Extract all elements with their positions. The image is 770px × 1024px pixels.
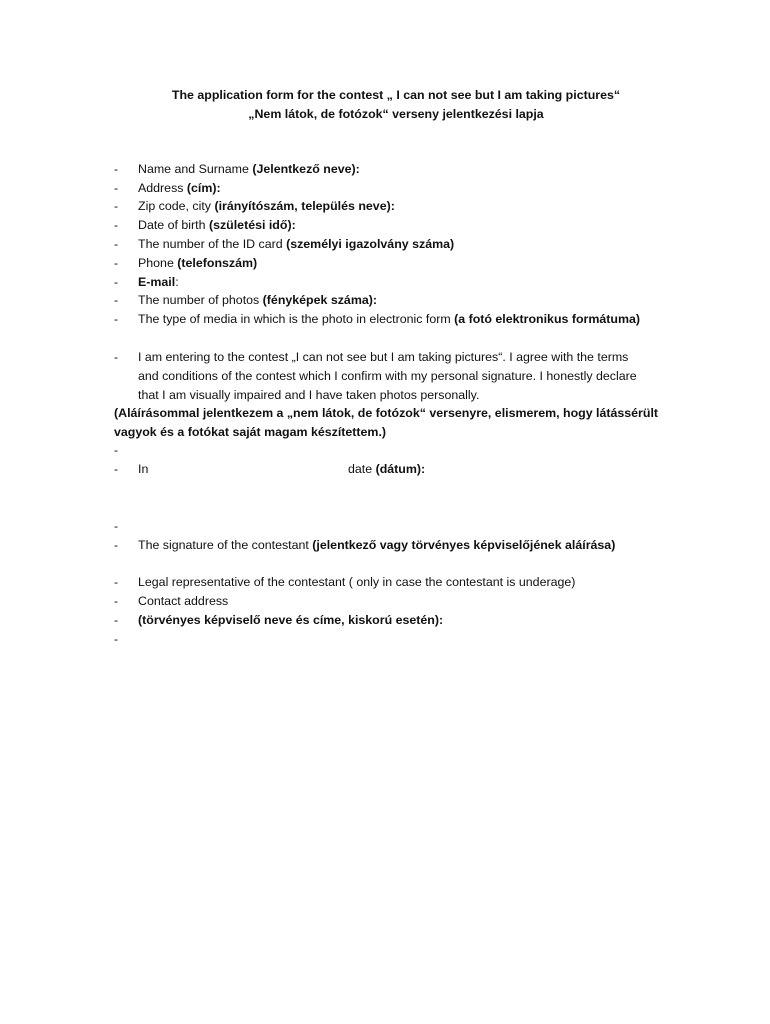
field-label-colon: :	[175, 275, 179, 289]
bullet-dash: -	[114, 256, 119, 270]
date-label-hu: (dátum):	[375, 462, 426, 476]
place-label: In	[138, 462, 149, 476]
contact-address-label: Contact address	[138, 594, 229, 608]
declaration-text: I am entering to the contest „I can not see but I am taking pictures“. I agree with the terms	[138, 350, 629, 364]
field-label-hu: (telefonszám)	[177, 256, 258, 270]
bullet-dash: -	[114, 613, 119, 627]
declaration-hu-line-2: vagyok és a fotókat saját magam készítettem.)	[114, 425, 387, 439]
bullet-dash: -	[114, 575, 119, 589]
bullet-dash: -	[114, 293, 119, 307]
bullet-dash: -	[114, 237, 119, 251]
bullet-dash: -	[114, 350, 119, 364]
bullet-dash: -	[114, 594, 119, 608]
signature-label: The signature of the contestant	[138, 538, 313, 552]
bullet-dash: -	[114, 199, 119, 213]
bullet-dash: -	[114, 181, 119, 195]
declaration-line-2: and conditions of the contest which I confirm with my personal signature. I honestly declare	[138, 369, 637, 383]
field-label-hu: (születési idő):	[208, 218, 296, 232]
date-field	[348, 460, 425, 479]
representative-label-hu: (törvényes képviselő neve és címe, kiskorú esetén):	[138, 613, 444, 627]
title-hungarian: „Nem látok, de fotózok“ verseny jelentkezési lapja	[248, 107, 544, 121]
title-english: The application form for the contest „ I can not see but I am taking pictures“	[171, 88, 621, 102]
bullet-dash: -	[114, 462, 119, 476]
date-label: date	[348, 462, 376, 476]
field-label: Date of birth	[138, 218, 209, 232]
field-label: Address	[138, 181, 187, 195]
field-label-hu: (Jelentkező neve):	[252, 162, 360, 176]
bullet-dash: -	[114, 443, 119, 457]
field-label-hu: (személyi igazolvány száma)	[286, 237, 455, 251]
bullet-dash: -	[114, 218, 119, 232]
representative-label: Legal representative of the contestant ( only in case the contestant is underage)	[138, 575, 576, 589]
bullet-dash: -	[114, 275, 119, 289]
field-label: The number of photos	[138, 293, 263, 307]
field-label-hu: (irányítószám, település neve):	[214, 199, 395, 213]
signature-label-hu: (jelentkező vagy törvényes képviselőjének aláírása)	[312, 538, 616, 552]
declaration-line-3: that I am visually impaired and I have taken photos personally.	[138, 388, 480, 402]
bullet-dash: -	[114, 519, 119, 533]
bullet-dash: -	[114, 632, 119, 646]
bullet-dash: -	[114, 538, 119, 552]
field-label-hu: (a fotó elektronikus formátuma)	[454, 312, 641, 326]
field-label-hu: (cím):	[186, 181, 221, 195]
field-label: The number of the ID card	[138, 237, 287, 251]
field-label: The type of media in which is the photo in electronic form	[138, 312, 455, 326]
bullet-dash: -	[114, 312, 119, 326]
field-label: E-mail	[138, 275, 176, 289]
declaration-hu-line-1: (Aláírásommal jelentkezem a „nem látok, de fotózok“ versenyre, elismerem, hogy látássérült	[114, 406, 659, 420]
field-label: Phone	[138, 256, 178, 270]
field-label-hu: (fényképek száma):	[262, 293, 377, 307]
field-label: Zip code, city	[138, 199, 215, 213]
bullet-dash: -	[114, 162, 119, 176]
field-label: Name and Surname	[138, 162, 253, 176]
